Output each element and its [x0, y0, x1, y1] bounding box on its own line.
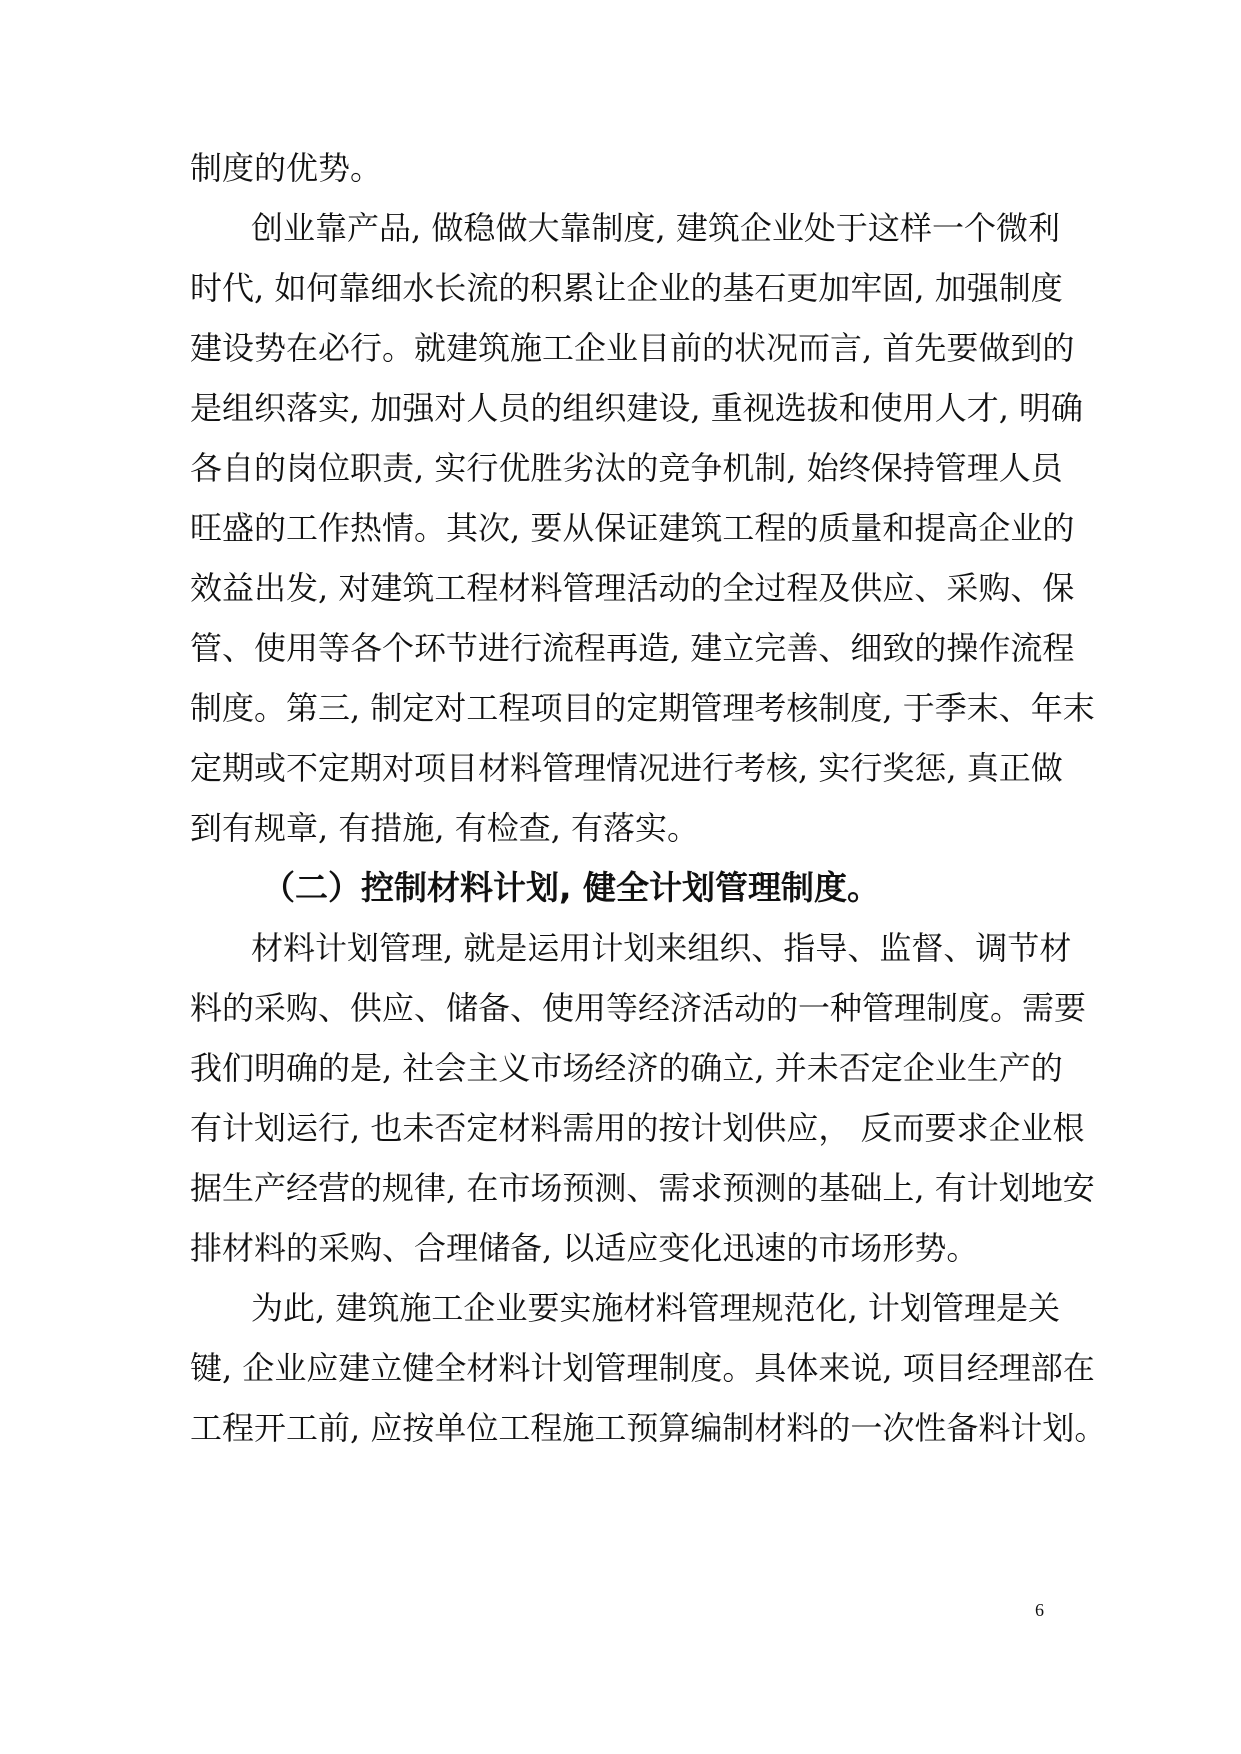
- paragraph-1-line-8: 管、使用等各个环节进行流程再造, 建立完善、细致的操作流程: [190, 629, 1075, 667]
- paragraph-3-line-2: 键, 企业应建立健全材料计划管理制度。具体来说, 项目经理部在: [190, 1349, 1095, 1387]
- paragraph-2-line-6: 排材料的采购、合理储备, 以适应变化迅速的市场形势。: [190, 1229, 979, 1267]
- paragraph-1-line-2: 时代, 如何靠细水长流的积累让企业的基石更加牢固, 加强制度: [190, 269, 1063, 307]
- paragraph-2-line-5: 据生产经营的规律, 在市场预测、需求预测的基础上, 有计划地安: [190, 1169, 1095, 1207]
- paragraph-1-line-7: 效益出发, 对建筑工程材料管理活动的全过程及供应、采购、保: [190, 569, 1075, 607]
- paragraph-1-line-9: 制度。第三, 制定对工程项目的定期管理考核制度, 于季末、年末: [190, 689, 1095, 727]
- paragraph-continuation-line: 制度的优势。: [190, 149, 383, 187]
- paragraph-1-line-3: 建设势在必行。就建筑施工企业目前的状况而言, 首先要做到的: [190, 329, 1075, 367]
- paragraph-1-line-1: 创业靠产品, 做稳做大靠制度, 建筑企业处于这样一个微利: [251, 209, 1060, 247]
- paragraph-1-line-10: 定期或不定期对项目材料管理情况进行考核, 实行奖惩, 真正做: [190, 749, 1063, 787]
- paragraph-2-line-3: 我们明确的是, 社会主义市场经济的确立, 并未否定企业生产的: [190, 1049, 1063, 1087]
- section-heading: （二）控制材料计划, 健全计划管理制度。: [262, 868, 881, 907]
- paragraph-3-line-1: 为此, 建筑施工企业要实施材料管理规范化, 计划管理是关: [251, 1289, 1060, 1327]
- paragraph-1-line-5: 各自的岗位职责, 实行优胜劣汰的竞争机制, 始终保持管理人员: [190, 449, 1063, 487]
- paragraph-2-line-2: 料的采购、供应、储备、使用等经济活动的一种管理制度。需要: [190, 989, 1087, 1027]
- paragraph-3-line-3: 工程开工前, 应按单位工程施工预算编制材料的一次性备料计划。: [190, 1409, 1107, 1447]
- paragraph-1-line-4: 是组织落实, 加强对人员的组织建设, 重视选拔和使用人才, 明确: [190, 389, 1084, 427]
- paragraph-1-line-6: 旺盛的工作热情。其次, 要从保证建筑工程的质量和提高企业的: [190, 509, 1075, 547]
- page-number: 6: [1035, 1600, 1044, 1620]
- paragraph-2-line-4: 有计划运行, 也未否定材料需用的按计划供应， 反而要求企业根: [190, 1109, 1085, 1147]
- paragraph-1-line-11: 到有规章, 有措施, 有检查, 有落实。: [190, 809, 700, 847]
- paragraph-2-line-1: 材料计划管理, 就是运用计划来组织、指导、监督、调节材: [251, 929, 1072, 967]
